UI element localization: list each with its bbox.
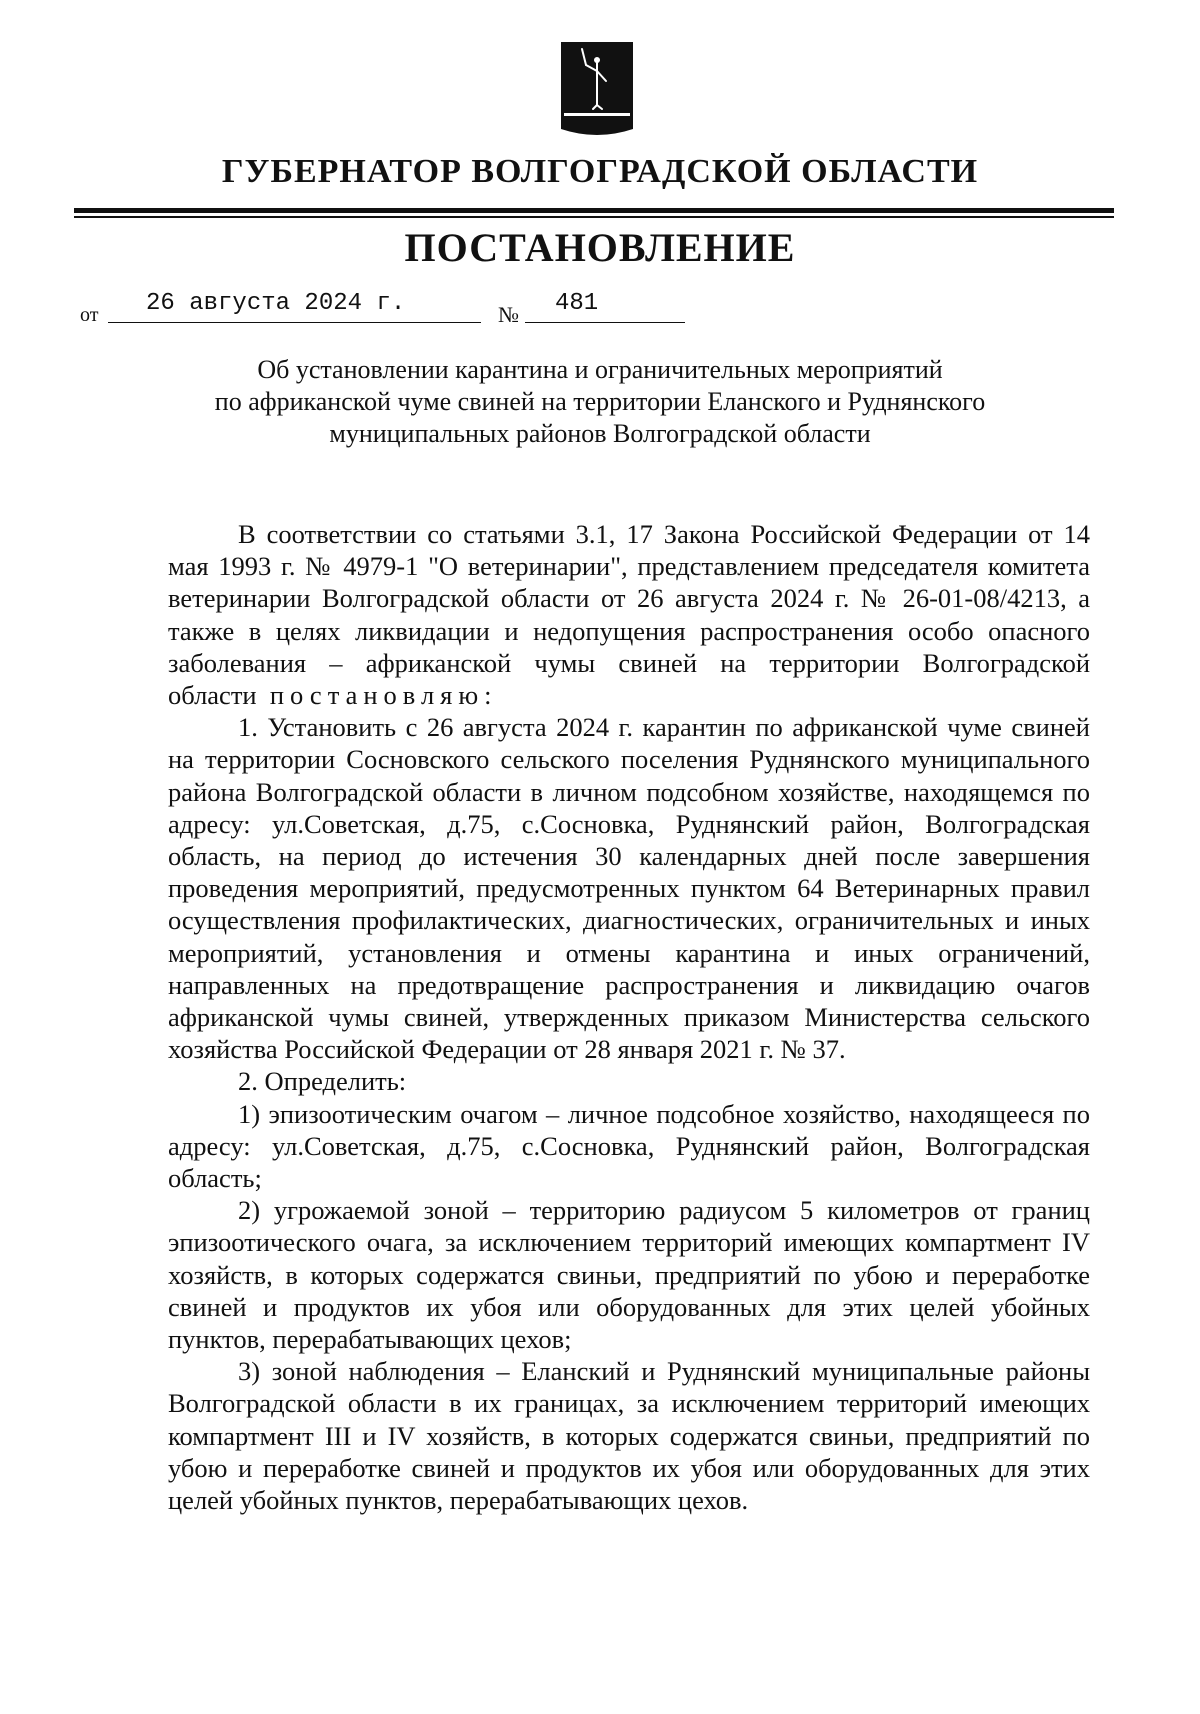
resolve-word: постановляю:	[269, 680, 498, 711]
document-meta	[0, 290, 1200, 330]
number-field	[525, 290, 685, 323]
issuing-authority: ГУБЕРНАТОР ВОЛГОГРАДСКОЙ ОБЛАСТИ	[221, 153, 979, 190]
header-divider-thin	[74, 216, 1114, 218]
title-line: по африканской чуме свиней на территории Еланского и Руднянского	[214, 387, 986, 416]
clause-2-item-2: 2) угрожаемой зоной – территорию радиусом 5 километров от границ эпизоотического очага, за исключением территорий имеющих компартмент IV хозяйств, в которых содержатся свиньи, предприятий по убою и переработке свиней и продуктов их убоя или оборудованных для этих целей убойных пунктов, перерабатывающих цехов;	[168, 1195, 1090, 1355]
preamble-text: В соответствии со статьями 3.1, 17 Закона Российской Федерации от 14 мая 1993 г. № 4979-1 "О ветеринарии", представлением председателя комитета ветеринарии Волгоградской области от 26 августа 2024 г. № 26-01-08/4213, а также в целях ликвидации и недопущения распространения особо опасного заболевания – африканской чумы свиней на территории Волгоградской области	[168, 519, 1090, 711]
date-label: от	[80, 304, 99, 326]
clause-2: 2. Определить:	[238, 1066, 407, 1097]
header-divider-thick	[74, 208, 1114, 213]
clause-2-item-1: 1) эпизоотическим очагом – личное подсобное хозяйство, находящееся по адресу: ул.Советская, д.75, с.Сосновка, Руднянский район, Волгоградская область;	[168, 1098, 1090, 1194]
document-body	[168, 518, 1090, 1516]
title-line: муниципальных районов Волгоградской области	[329, 419, 871, 448]
volgograd-coat-of-arms-icon	[560, 41, 634, 139]
clause-2-item-3: 3) зоной наблюдения – Еланский и Руднянский муниципальные районы Волгоградской области в их границах, за исключением территорий имеющих компартмент III и IV хозяйств, в которых содержатся свиньи, предприятий по убою и переработке свиней и продуктов их убоя или оборудованных для этих целей убойных пунктов, перерабатывающих цехов.	[168, 1356, 1090, 1516]
number-label: №	[498, 302, 519, 327]
document-date: 26 августа 2024 г.	[146, 290, 406, 317]
document-type: ПОСТАНОВЛЕНИЕ	[404, 225, 796, 270]
title-line: Об установлении карантина и ограничительных мероприятий	[257, 355, 943, 384]
preamble-paragraph	[168, 518, 1090, 711]
document-title	[150, 354, 1050, 450]
document-number: 481	[555, 290, 599, 317]
clause-1: 1. Установить с 26 августа 2024 г. карантин по африканской чуме свиней на территории Сосновского сельского поселения Руднянского муниципального района Волгоградской области в личном подсобном хозяйстве, находящемся по адресу: ул.Советская, д.75, с.Сосновка, Руднянский район, Волгоградская область, на период до истечения 30 календарных дней после завершения проведения мероприятий, предусмотренных пунктом 64 Ветеринарных правил осуществления профилактических, диагностических, ограничительных и иных мероприятий, установления и отмены карантина и иных ограничений, направленных на предотвращение распространения и ликвидацию очагов африканской чумы свиней, утвержденных приказом Министерства сельского хозяйства Российской Федерации от 28 января 2021 г. № 37.	[168, 712, 1090, 1065]
date-field	[108, 290, 481, 323]
